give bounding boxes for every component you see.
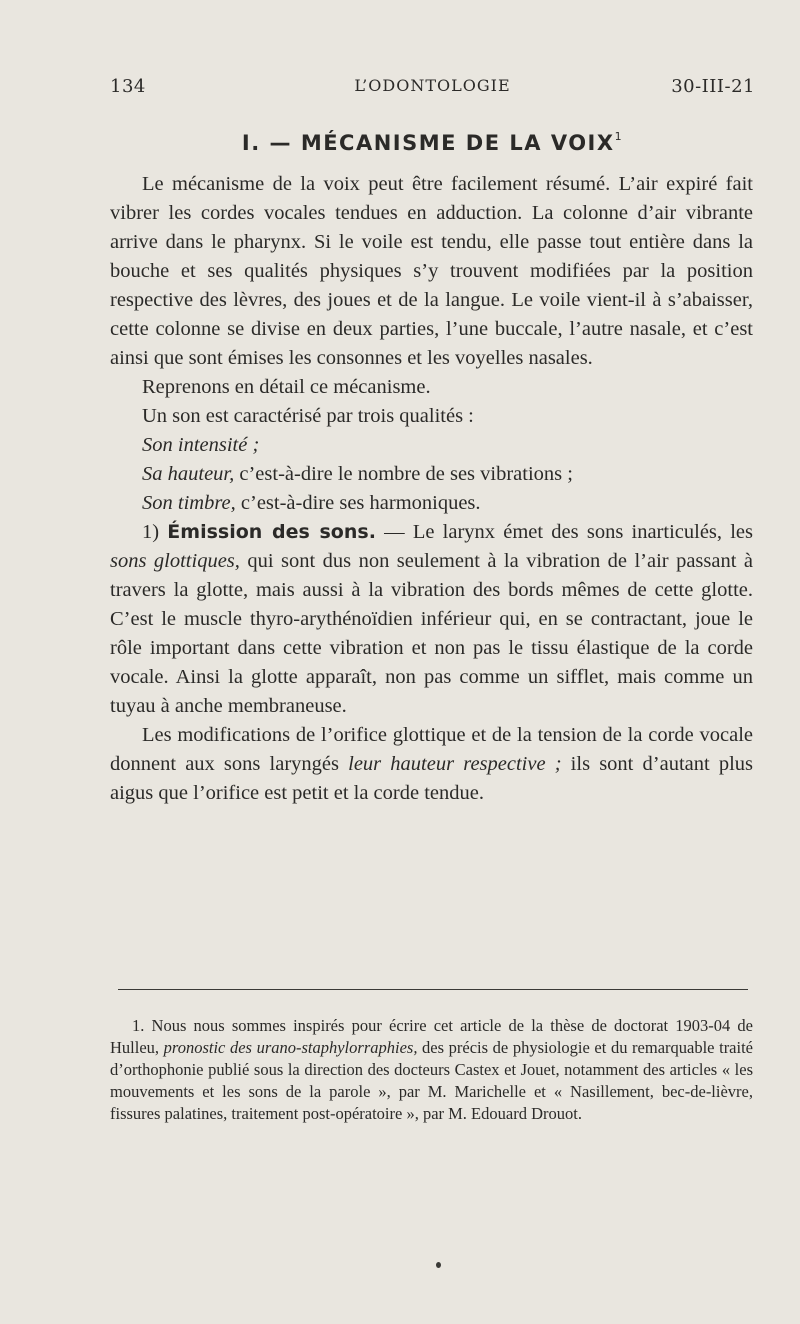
paragraph-2: Reprenons en détail ce mécanisme. [142, 376, 431, 398]
paragraph-modifications [110, 721, 753, 808]
subsection-heading: Émission des sons. [167, 521, 376, 543]
footnote-title: pronostic des urano-staphylorraphies, [163, 1038, 418, 1057]
emission-term: sons glottiques, [110, 550, 240, 572]
section-title [110, 130, 755, 155]
emission-text-a: — Le larynx émet des sons inarticulés, les [375, 521, 753, 543]
quality-item-1 [110, 431, 753, 460]
modifications-text-a: Les modifications de l’orifice glottique et de la tension de la corde vocale donnent aux sons laryngés [110, 724, 753, 775]
journal-title: L’ODONTOLOGIE [354, 76, 511, 95]
footnote-text-b: des précis de physiologie et du remarquable traité d’orthophonie publié sous la direction des docteurs Castex et Jouet, notamment des articles « les mouvements et les sons de la parole », par M. Marichelle et « Nasillement, bec-de-lièvre, fissures palatines, traitement post-opératoire », par M. Edouard Drouot. [110, 1038, 753, 1123]
subsection-number: 1) [142, 521, 168, 543]
body-text [110, 170, 753, 808]
quality-item-2-text: c’est-à-dire le nombre de ses vibrations ; [234, 463, 573, 485]
page-number: 134 [110, 76, 146, 97]
quality-item-3-text: c’est-à-dire ses harmoniques. [235, 492, 481, 514]
running-header [110, 76, 755, 100]
modifications-text-b: ils sont d’autant plus aigus que l’orifice est petit et la corde tendue. [110, 753, 753, 804]
quality-item-2-term: Sa hauteur, [142, 463, 235, 485]
emission-text-b: qui sont dus non seulement à la vibration de l’air passant à travers la glotte, mais aussi à la vibration des bords mêmes de cette glotte. C’est le muscle thyro-arythénoïdien inférieur qui, en se contractant, joue le rôle important dans cette vibration et non pas le tissu élastique de la corde vocale. Ainsi la glotte apparaît, non pas comme un sifflet, mais comme un tuyau à anche membraneuse. [110, 550, 753, 717]
ink-dot [436, 1262, 441, 1268]
footnote-divider [118, 989, 748, 990]
paragraph-emission [110, 518, 753, 721]
quality-item-3-term: Son timbre, [142, 492, 236, 514]
paragraph-3: Un son est caractérisé par trois qualités : [142, 405, 474, 427]
issue-date: 30-III-21 [671, 76, 755, 97]
paragraph-1: Le mécanisme de la voix peut être facilement résumé. L’air expiré fait vibrer les cordes vocales tendues en adduction. La colonne d’air vibrante arrive dans le pharynx. Si le voile est tendu, elle passe tout entière dans la bouche et ses qualités physiques s’y trouvent modifiées par la position respective des lèvres, des joues et de la langue. Le voile vient-il à s’abaisser, cette colonne se divise en deux parties, l’une buccale, l’autre nasale, et c’est ainsi que sont émises les consonnes et les voyelles nasales. [110, 173, 753, 369]
footnote-marker: 1 [614, 130, 624, 143]
footnote [110, 1015, 753, 1125]
quality-item-3 [110, 489, 753, 518]
modifications-term: leur hauteur respective ; [348, 753, 562, 775]
footnote-paragraph [110, 1015, 753, 1125]
section-title-text: I. — MÉCANISME DE LA VOIX [241, 131, 615, 155]
quality-item-1-text: Son intensité ; [142, 434, 260, 456]
quality-item-2 [110, 460, 753, 489]
footnote-text-a: 1. Nous nous sommes inspirés pour écrire cet article de la thèse de doctorat 1903-04 de Hulleu, [110, 1016, 753, 1057]
